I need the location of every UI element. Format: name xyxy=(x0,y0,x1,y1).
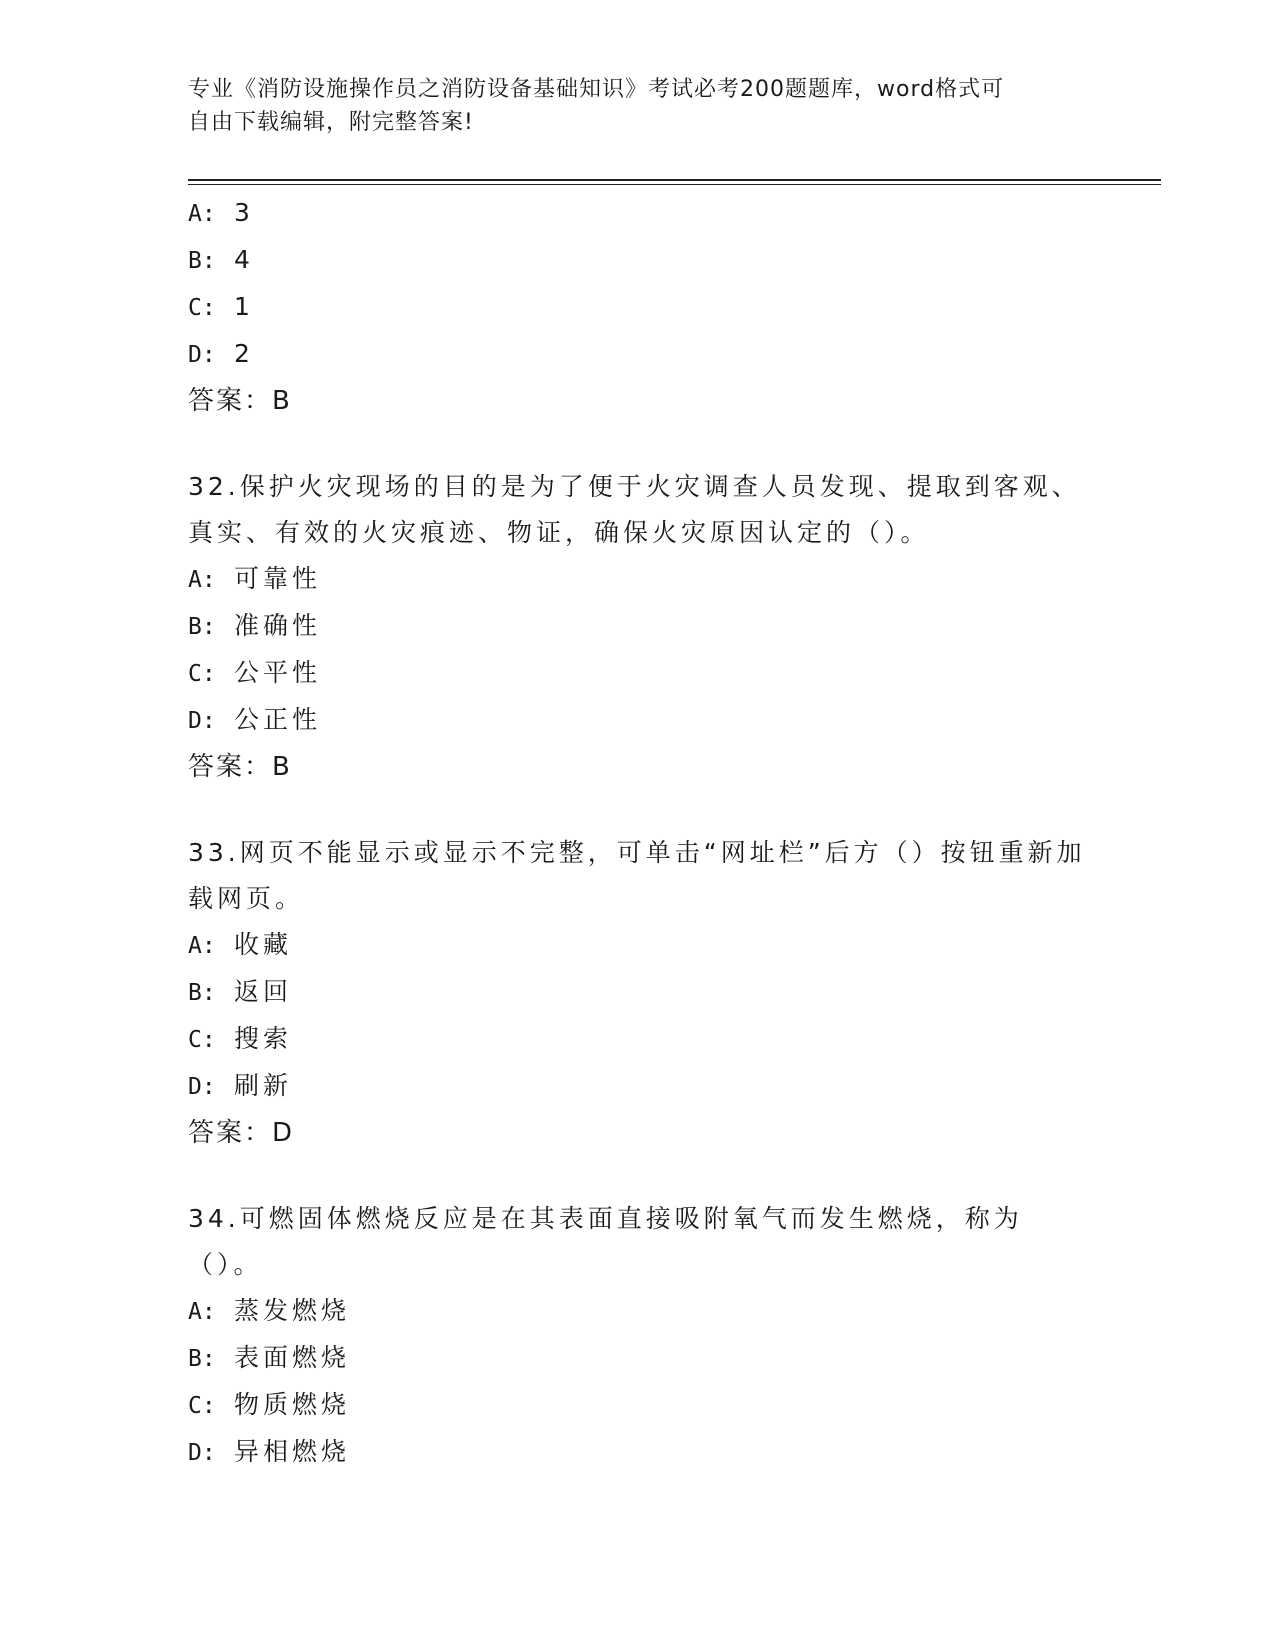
option-row xyxy=(188,331,1088,378)
option-label: A: xyxy=(188,567,216,593)
option-label: A: xyxy=(188,201,216,227)
option-row xyxy=(188,1335,1088,1382)
option-text: 公平性 xyxy=(234,658,322,687)
option-row xyxy=(188,1429,1088,1476)
option-label: C: xyxy=(188,295,216,321)
option-label: C: xyxy=(188,1027,216,1053)
option-text: 物质燃烧 xyxy=(234,1390,351,1419)
option-label: D: xyxy=(188,1074,216,1100)
option-label: C: xyxy=(188,1393,216,1419)
header-rule-thin xyxy=(188,184,1161,185)
option-row xyxy=(188,1063,1088,1110)
question-block xyxy=(188,464,1088,790)
option-text: 刷新 xyxy=(234,1071,293,1100)
option-text: 2 xyxy=(234,339,254,368)
option-text: 返回 xyxy=(234,977,293,1006)
option-label: D: xyxy=(188,1440,216,1466)
question-block xyxy=(188,1196,1088,1476)
option-text: 3 xyxy=(234,198,254,227)
question-text: 33.网页不能显示或显示不完整，可单击“网址栏”后方（）按钮重新加载网页。 xyxy=(188,838,1086,913)
option-row xyxy=(188,237,1088,284)
option-label: B: xyxy=(188,614,216,640)
answer-text: 答案：D xyxy=(188,1118,295,1148)
document-header xyxy=(188,73,1088,139)
option-row xyxy=(188,969,1088,1016)
option-label: A: xyxy=(188,933,216,959)
option-label: B: xyxy=(188,248,216,274)
question-text: 34.可燃固体燃烧反应是在其表面直接吸附氧气而发生燃烧，称为（）。 xyxy=(188,1204,1023,1279)
question-list xyxy=(188,190,1088,1516)
question-block xyxy=(188,830,1088,1156)
option-row xyxy=(188,556,1088,603)
option-row xyxy=(188,1288,1088,1335)
option-text: 1 xyxy=(234,292,254,321)
option-label: A: xyxy=(188,1299,216,1325)
option-row xyxy=(188,1382,1088,1429)
option-label: C: xyxy=(188,661,216,687)
answer-text: 答案：B xyxy=(188,386,292,416)
option-text: 搜索 xyxy=(234,1024,293,1053)
option-text: 异相燃烧 xyxy=(234,1437,351,1466)
option-row xyxy=(188,284,1088,331)
header-line-2: 自由下载编辑，附完整答案! xyxy=(188,110,474,135)
option-text: 准确性 xyxy=(234,611,322,640)
option-label: B: xyxy=(188,980,216,1006)
option-row xyxy=(188,190,1088,237)
option-row xyxy=(188,697,1088,744)
option-text: 4 xyxy=(234,245,254,274)
option-label: D: xyxy=(188,342,216,368)
option-label: B: xyxy=(188,1346,216,1372)
question-text: 32.保护火灾现场的目的是为了便于火灾调查人员发现、提取到客观、真实、有效的火灾痕迹、物证，确保火灾原因认定的（）。 xyxy=(188,472,1081,547)
answer-text: 答案：B xyxy=(188,752,292,782)
question-block xyxy=(188,190,1088,424)
header-line-1: 专业《消防设施操作员之消防设备基础知识》考试必考200题题库，word格式可 xyxy=(188,77,1005,102)
header-rule-thick xyxy=(188,179,1161,181)
option-text: 公正性 xyxy=(234,705,322,734)
option-text: 蒸发燃烧 xyxy=(234,1296,351,1325)
option-text: 表面燃烧 xyxy=(234,1343,351,1372)
option-row xyxy=(188,922,1088,969)
option-label: D: xyxy=(188,708,216,734)
option-text: 收藏 xyxy=(234,930,293,959)
option-row xyxy=(188,603,1088,650)
option-row xyxy=(188,650,1088,697)
option-text: 可靠性 xyxy=(234,564,322,593)
option-row xyxy=(188,1016,1088,1063)
